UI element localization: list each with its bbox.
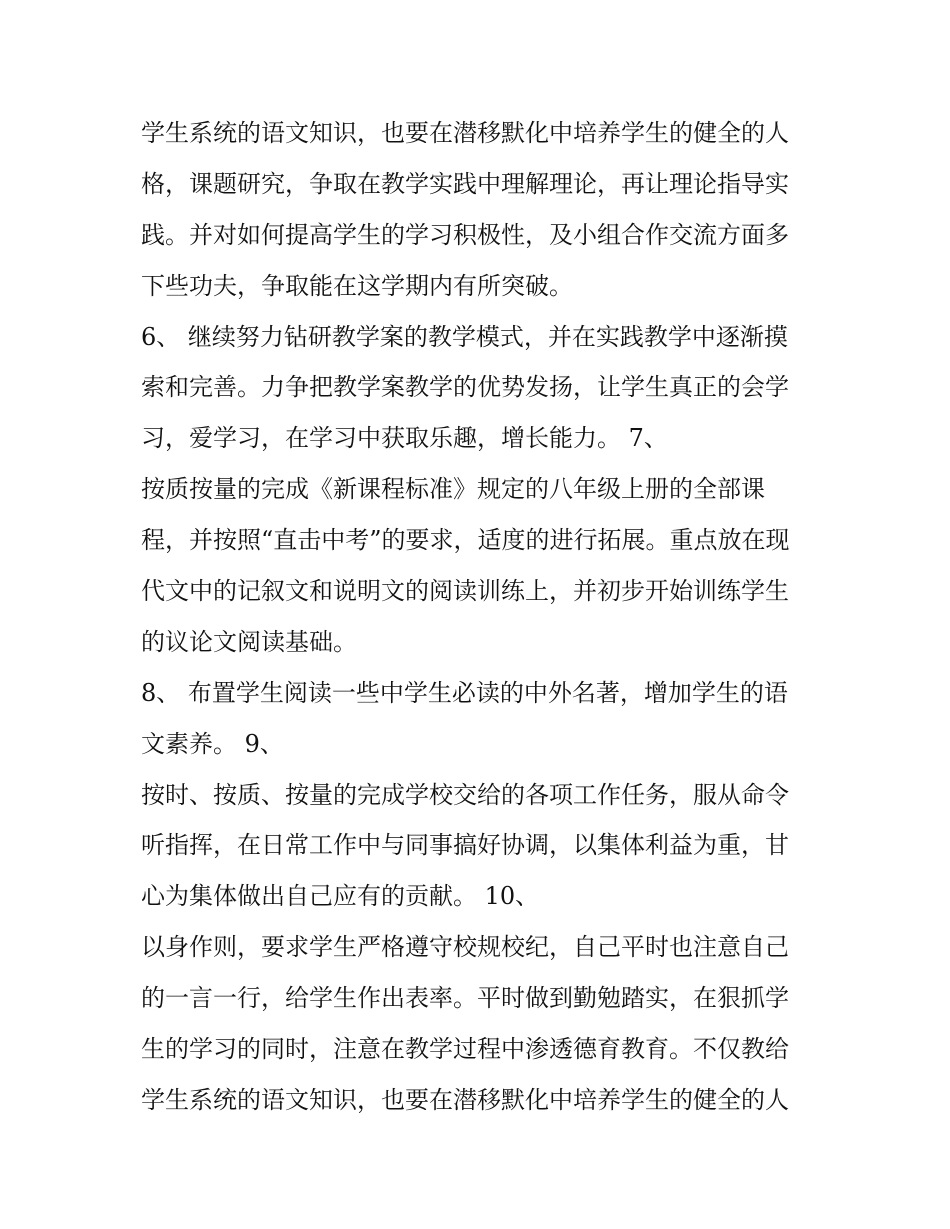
text-line: 听指挥，在日常工作中与同事搞好协调，以集体利益为重，甘 <box>141 831 789 860</box>
text-line: 以身作则，要求学生严格遵守校规校纪，自己平时也注意自己 <box>141 933 789 962</box>
text-line: 践。并对如何提高学生的学习积极性，及小组合作交流方面多 <box>141 220 789 249</box>
text-line: 习，爱学习，在学习中获取乐趣，增长能力。 7、 <box>141 424 668 453</box>
text-line: 按质按量的完成《新课程标准》规定的八年级上册的全部课 <box>141 475 765 504</box>
text-line: 文素养。 9、 <box>141 729 284 758</box>
text-line: 程，并按照“直击中考”的要求，适度的进行拓展。重点放在现 <box>141 526 790 555</box>
text-line: 代文中的记叙文和说明文的阅读训练上，并初步开始训练学生 <box>141 577 789 606</box>
text-line: 学生系统的语文知识，也要在潜移默化中培养学生的健全的人 <box>141 119 789 147</box>
text-line: 索和完善。力争把教学案教学的优势发扬，让学生真正的会学 <box>141 373 789 402</box>
text-line: 学生系统的语文知识，也要在潜移默化中培养学生的健全的人 <box>141 1085 789 1114</box>
text-line: 生的学习的同时，注意在教学过程中渗透德育教育。不仅教给 <box>141 1035 789 1064</box>
text-line: 的议论文阅读基础。 <box>141 627 357 656</box>
text-line: 的一言一行，给学生作出表率。平时做到勤勉踏实，在狠抓学 <box>141 984 789 1013</box>
text-line: 按时、按质、按量的完成学校交给的各项工作任务，服从命令 <box>141 780 789 809</box>
document-body <box>141 108 831 1126</box>
text-line: 6、 继续努力钻研教学案的教学模式，并在实践教学中逐渐摸 <box>141 322 788 351</box>
text-line: 心为集体做出自己应有的贡献。 10、 <box>141 882 540 911</box>
text-line: 8、 布置学生阅读一些中学生必读的中外名著，增加学生的语 <box>141 678 788 707</box>
text-line: 下些功夫，争取能在这学期内有所突破。 <box>141 271 573 300</box>
text-line: 格，课题研究，争取在教学实践中理解理论，再让理论指导实 <box>141 169 789 198</box>
